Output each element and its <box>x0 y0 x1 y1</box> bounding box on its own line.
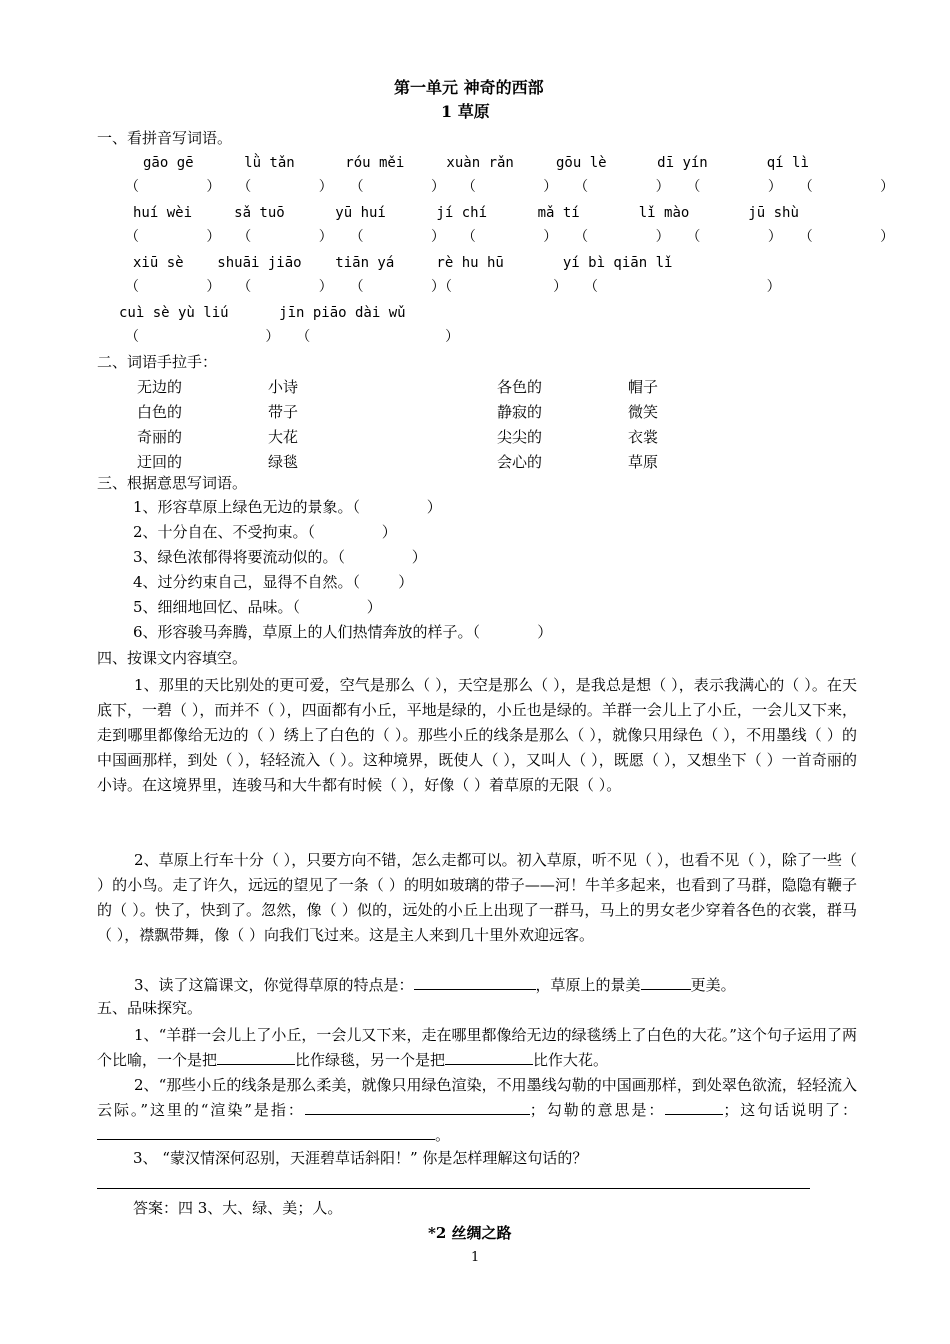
match-left-0-b: 小诗 <box>268 378 299 396</box>
match-left-2-a: 奇丽的 <box>137 428 183 446</box>
match-left-1-a: 白色的 <box>137 403 183 421</box>
bracket-row-3: （ ） （ ） （ ）（ ） （ ） <box>125 279 781 295</box>
definition-item-6: 6、形容骏马奔腾，草原上的人们热情奔放的样子。（ ） <box>133 623 553 641</box>
fill-paragraph-2 <box>97 848 857 948</box>
fill-paragraph-1-text: 1、那里的天比别处的更可爱，空气是那么（ ），天空是那么（ ），是我总是想（ ），表示我满心的（ ）。在天底下，一碧（ ），而并不（ ），四面都有小丘，平地是绿的，小丘也是绿的。羊群一会儿上了小丘，一会儿又下来，走到哪里都像给无边的（ ）绣上了白色的（ ）。那些小丘的线条是那么（ ），就像只用绿色（ ），不用墨线（ ）的中国画那样，到处（ ），轻轻流入（ ）。这种境界，既使人（ ），又叫人（ ），既愿（ ），又想坐下（ ）一首奇丽的小诗。在这境界里，连骏马和大牛都有时候（ ），好像（ ）着草原的无限（ ）。 <box>97 676 857 794</box>
match-left-3-b: 绿毯 <box>268 453 299 471</box>
fill-paragraph-1 <box>97 673 857 798</box>
page-number: 1 <box>471 1250 480 1265</box>
pinyin-row-2: huí wèi sǎ tuō yū huí jí chí mǎ tí lǐ mào jū shù <box>133 205 799 221</box>
answer-blank <box>305 1099 530 1115</box>
answer-blank <box>217 1049 295 1065</box>
q2-text-a: 2、“那些小丘的线条是那么柔美，就像只用绿色渲染，不用墨线勾勒的中国画那样，到处翠色欲流，轻轻流入云际。”这里的“渲染”是指： <box>97 1076 857 1119</box>
answer-key: 答案：四 3、大、绿、美；人。 <box>133 1199 343 1217</box>
match-right-2-a: 尖尖的 <box>497 428 543 446</box>
match-right-3-a: 会心的 <box>497 453 543 471</box>
p3-text-c: 更美。 <box>690 976 736 994</box>
answer-blank <box>414 974 536 990</box>
match-left-1-b: 带子 <box>268 403 299 421</box>
fill-paragraph-3 <box>97 973 857 998</box>
match-right-0-b: 帽子 <box>628 378 659 396</box>
definition-item-1: 1、形容草原上绿色无边的景象。（ ） <box>133 498 442 516</box>
match-right-0-a: 各色的 <box>497 378 543 396</box>
lesson-title: 1 草原 <box>441 102 490 121</box>
q2-text-c: ；这句话说明了： <box>723 1101 857 1119</box>
pinyin-row-1: gāo gē lǜ tǎn róu měi xuàn rǎn gōu lè dī yín qí lì <box>143 155 809 171</box>
match-right-2-b: 衣裳 <box>628 428 659 446</box>
answer-blank <box>97 1124 435 1140</box>
q1-text-b: 比作绿毯，另一个是把 <box>295 1051 446 1069</box>
bracket-row-2: （ ） （ ） （ ） （ ） （ ） （ ） （ ） <box>125 229 895 245</box>
bracket-row-4: （ ） （ ） <box>125 329 460 345</box>
match-right-1-a: 静寂的 <box>497 403 543 421</box>
match-left-0-a: 无边的 <box>137 378 183 396</box>
analysis-question-1 <box>97 1023 857 1073</box>
q2-text-d: 。 <box>435 1126 451 1144</box>
match-left-2-b: 大花 <box>268 428 299 446</box>
section2-heading: 二、词语手拉手： <box>97 353 218 371</box>
definition-item-5: 5、细细地回忆、品味。（ ） <box>133 598 382 616</box>
match-right-1-b: 微笑 <box>628 403 659 421</box>
analysis-question-2 <box>97 1073 857 1148</box>
definition-item-2: 2、十分自在、不受拘束。（ ） <box>133 523 397 541</box>
pinyin-row-4: cuì sè yù liú jīn piāo dài wǔ <box>119 305 406 321</box>
definition-item-4: 4、过分约束自己，显得不自然。（ ） <box>133 573 414 591</box>
p3-text-b: ，草原上的景美 <box>535 976 641 994</box>
answer-blank <box>641 974 691 990</box>
answer-blank <box>445 1049 533 1065</box>
analysis-question-3: 3、 “蒙汉情深何忍别，天涯碧草话斜阳！” 你是怎样理解这句话的？ <box>133 1149 588 1167</box>
section4-heading: 四、按课文内容填空。 <box>97 649 248 667</box>
section3-heading: 三、根据意思写词语。 <box>97 474 248 492</box>
q1-text-a: 1、“羊群一会儿上了小丘，一会儿又下来，走在哪里都像给无边的绿毯绣上了白色的大花。”这个句子运用了两个比喻，一个是把 <box>97 1026 857 1069</box>
p3-text-a: 3、读了这篇课文，你觉得草原的特点是： <box>134 976 414 994</box>
answer-blank <box>665 1099 723 1115</box>
match-right-3-b: 草原 <box>628 453 659 471</box>
pinyin-row-3: xiū sè shuāi jiāo tiān yá rè hu hū yí bì qiān lǐ <box>133 255 673 271</box>
next-lesson-title: *2 丝绸之路 <box>428 1224 512 1242</box>
section5-heading: 五、品味探究。 <box>97 999 203 1017</box>
match-left-3-a: 迂回的 <box>137 453 183 471</box>
definition-item-3: 3、绿色浓郁得将要流动似的。（ ） <box>133 548 427 566</box>
fill-paragraph-2-text: 2、草原上行车十分（ ），只要方向不错，怎么走都可以。初入草原，听不见（ ），也看不见（ ），除了一些（ ）的小鸟。走了许久，远远的望见了一条（ ）的明如玻璃的带子——河！牛羊多起来，也看到了马群，隐隐有鞭子的（ ）。快了，快到了。忽然，像（ ）似的，远处的小丘上出现了一群马，马上的男女老少穿着各色的衣裳，群马（ ），襟飘带舞，像（ ）向我们飞过来。这是主人来到几十里外欢迎远客。 <box>97 851 857 944</box>
divider-line <box>97 1188 810 1189</box>
section1-heading: 一、看拼音写词语。 <box>97 129 233 147</box>
bracket-row-1: （ ） （ ） （ ） （ ） （ ） （ ） （ ） <box>125 179 895 195</box>
q2-text-b: ；勾勒的意思是： <box>529 1101 666 1119</box>
unit-title: 第一单元 神奇的西部 <box>394 78 544 97</box>
q1-text-c: 比作大花。 <box>533 1051 609 1069</box>
